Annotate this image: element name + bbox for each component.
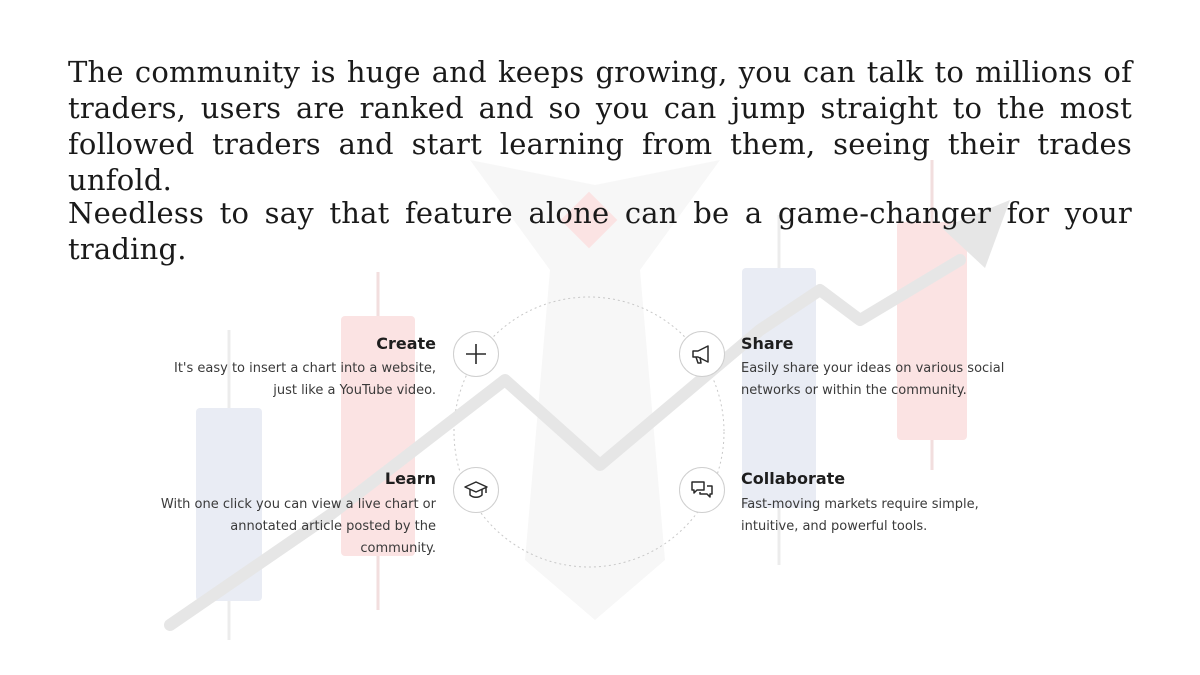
collaborate-desc-line: Fast-moving markets require simple, xyxy=(741,497,979,512)
collaborate-title: Collaborate xyxy=(741,469,846,488)
share-title: Share xyxy=(741,334,794,353)
learn-desc-line: annotated article posted by the xyxy=(230,519,436,534)
share-icon-button xyxy=(679,331,725,377)
plus-icon xyxy=(463,341,489,367)
share-desc-line: networks or within the community. xyxy=(741,383,967,398)
share-description xyxy=(741,358,1041,402)
create-icon-button xyxy=(453,331,499,377)
learn-description xyxy=(136,494,436,560)
collaborate-desc-line: intuitive, and powerful tools. xyxy=(741,519,928,534)
create-description xyxy=(136,358,436,402)
intro-paragraph: The community is huge and keeps growing, you can talk to millions of traders, users are ranked and so you can jump straight to the most followed traders and start learning from them, seeing their trades unfold. xyxy=(68,55,1132,197)
share-desc-line: Easily share your ideas on various social xyxy=(741,361,1005,376)
learn-icon-button xyxy=(453,467,499,513)
create-title: Create xyxy=(376,334,436,353)
learn-title: Learn xyxy=(384,469,436,488)
create-desc-line: It's easy to insert a chart into a website, xyxy=(173,361,436,376)
learn-desc-line: community. xyxy=(360,541,436,556)
create-desc-line: just like a YouTube video. xyxy=(273,383,436,398)
closing-paragraph: Needless to say that feature alone can be a game-changer for your trading. xyxy=(68,196,1132,266)
megaphone-icon xyxy=(689,341,715,367)
graduation-cap-icon xyxy=(463,477,489,503)
collaborate-icon-button xyxy=(679,467,725,513)
chat-bubbles-icon xyxy=(689,477,715,503)
learn-desc-line: With one click you can view a live chart or xyxy=(160,497,436,512)
collaborate-description xyxy=(741,494,1041,538)
